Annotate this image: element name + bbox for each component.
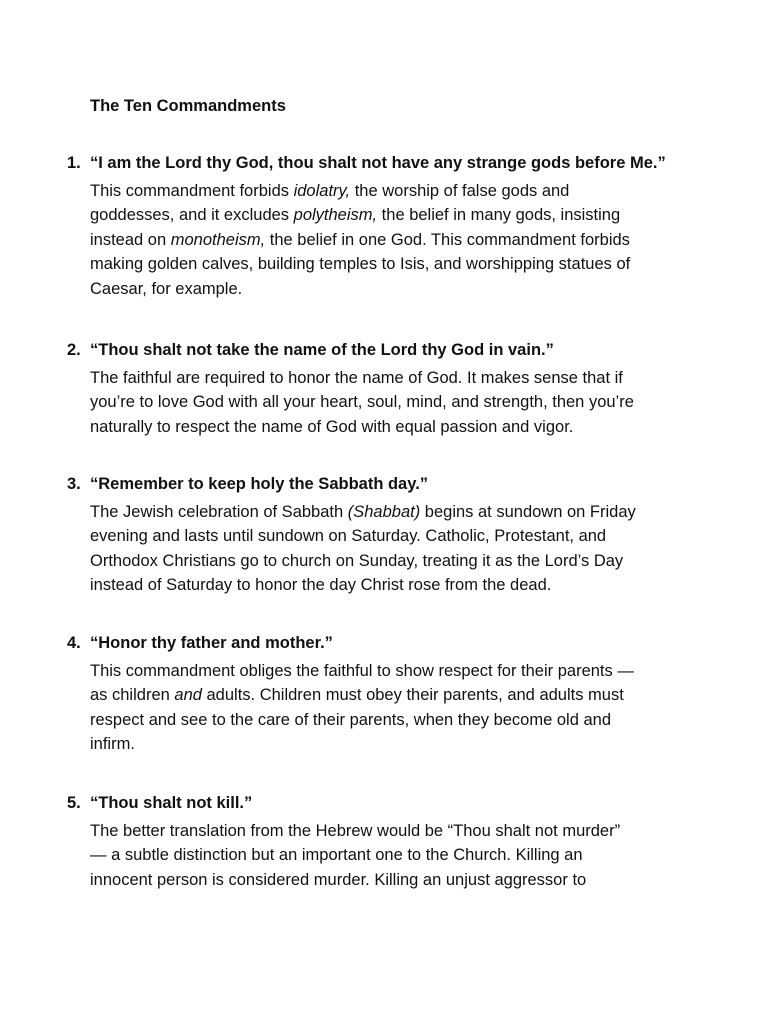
body-text: as children <box>90 686 175 705</box>
commandment-number: 4. <box>67 634 81 652</box>
commandment-heading: “Thou shalt not take the name of the Lord thy God in vain.” <box>90 341 554 359</box>
commandment-body-line <box>90 415 573 439</box>
body-text: This commandment forbids <box>90 182 294 200</box>
italic-term: and <box>174 686 202 705</box>
body-text: Caesar, for example. <box>90 279 243 298</box>
commandment-number: 5. <box>67 794 81 812</box>
body-text: The Jewish celebration of Sabbath <box>90 503 348 521</box>
commandment-body-line <box>90 524 606 548</box>
commandment-body-line <box>90 390 634 414</box>
italic-term: monotheism, <box>170 230 266 249</box>
body-text: adults. Children must obey their parents, and adults must <box>201 686 624 705</box>
commandment-body-line <box>90 868 586 892</box>
commandment-body-line <box>90 708 611 732</box>
document-title: The Ten Commandments <box>90 97 286 115</box>
body-text: infirm. <box>90 735 135 754</box>
commandment-number: 2. <box>67 341 81 359</box>
commandment-body-line <box>90 843 583 867</box>
commandment-body-line <box>90 366 623 390</box>
commandment-body-line <box>90 549 623 573</box>
commandment-body-line <box>90 179 569 203</box>
commandment-heading: “I am the Lord thy God, thou shalt not have any strange gods before Me.” <box>90 154 666 172</box>
body-text: evening and lasts until sundown on Saturday. Catholic, Protestant, and <box>90 527 607 546</box>
commandment-body-line <box>90 683 624 707</box>
body-text: The better translation from the Hebrew would be “Thou shalt not murder” <box>90 822 621 840</box>
commandment-body-line <box>90 819 620 843</box>
commandment-heading: “Thou shalt not kill.” <box>90 794 253 812</box>
commandment-heading: “Honor thy father and mother.” <box>90 634 333 652</box>
italic-term: polytheism, <box>293 206 378 225</box>
body-text: — a subtle distinction but an important one to the Church. Killing an <box>90 846 583 865</box>
body-text: instead of Saturday to honor the day Christ rose from the dead. <box>90 576 552 595</box>
body-text: the worship of false gods and <box>350 182 570 200</box>
italic-term: (Shabbat) <box>347 503 421 521</box>
body-text: This commandment obliges the faithful to show respect for their parents — <box>90 662 634 680</box>
commandment-body-line <box>90 252 630 276</box>
commandment-body-line <box>90 277 242 301</box>
body-text: innocent person is considered murder. Killing an unjust aggressor to <box>90 870 587 889</box>
body-text: making golden calves, building temples to Isis, and worshipping statues of <box>90 255 631 274</box>
body-text: you’re to love God with all your heart, soul, mind, and strength, then you’re <box>90 393 634 412</box>
body-text: Orthodox Christians go to church on Sunday, treating it as the Lord’s Day <box>90 551 624 570</box>
body-text: begins at sundown on Friday <box>420 503 636 521</box>
body-text: respect and see to the care of their parents, when they become old and <box>90 710 611 729</box>
italic-term: idolatry, <box>293 182 351 200</box>
body-text: naturally to respect the name of God with equal passion and vigor. <box>90 417 574 436</box>
commandment-body-line <box>90 732 135 756</box>
body-text: goddesses, and it excludes <box>90 206 294 225</box>
body-text: the belief in one God. This commandment forbids <box>265 230 630 249</box>
body-text: The faithful are required to honor the name of God. It makes sense that if <box>90 369 623 387</box>
commandment-number: 3. <box>67 475 81 493</box>
commandment-body-line <box>90 659 634 683</box>
commandment-body-line <box>90 573 551 597</box>
commandment-number: 1. <box>67 154 81 172</box>
commandment-body-line <box>90 203 620 227</box>
commandment-body-line <box>90 500 636 524</box>
commandment-body-line <box>90 228 630 252</box>
commandment-heading: “Remember to keep holy the Sabbath day.” <box>90 475 429 493</box>
body-text: the belief in many gods, insisting <box>377 206 621 225</box>
body-text: instead on <box>90 230 171 249</box>
